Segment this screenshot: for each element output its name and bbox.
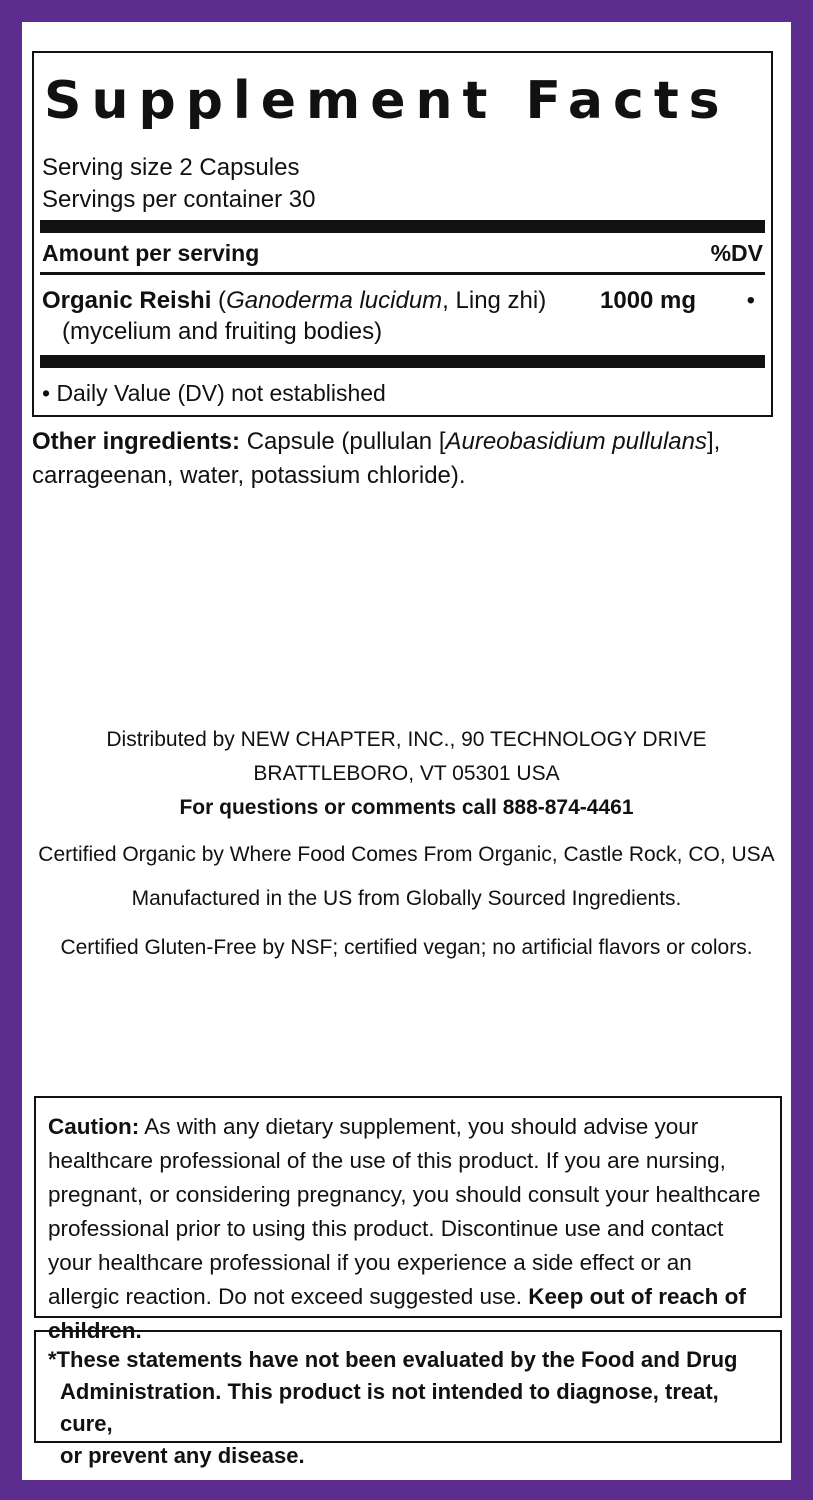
ingredient-name: Organic Reishi [42,287,212,314]
servings-per-container: Servings per container 30 [42,186,316,213]
other-ingredients-latin: Aureobasidium pullulans [445,428,707,455]
caution-label: Caution: [48,1114,140,1139]
divider-thick-bottom [40,355,765,368]
caution-text: As with any dietary supplement, you should advise your healthcare professional of the use of this product. If you are nursing, pregnant, or considering pregnancy, you should consult your healthcare professional prior to using this product. Discontinue use and contact your healthcare professional if you experience a side effect or an allergic reaction. Do not exceed suggested use. [48,1114,761,1309]
ingredient-amount: 1000 mg [600,287,697,314]
product-label [22,22,791,1480]
ingredient-dv: • [746,287,755,314]
ingredient-line-2: (mycelium and fruiting bodies) [62,318,383,345]
dv-footnote: • Daily Value (DV) not established [42,380,386,406]
keep-out-of-reach: Keep out of reach of children. [48,1284,746,1343]
fda-line-2: Administration. This product is not intended to diagnose, treat, cure, [60,1379,719,1436]
other-ingredients-text-end: ], carrageenan, water, potassium chloride). [32,428,721,489]
dv-header: %DV [710,240,763,266]
facts-title: Supplement Facts [44,71,730,131]
distributor-address: BRATTLEBORO, VT 05301 USA [253,762,560,785]
other-ingredients [32,425,777,493]
contact-phone: For questions or comments call 888-874-4461 [179,796,634,819]
ingredient-paren: ( [211,287,227,314]
fda-line-1: *These statements have not been evaluated by the Food and Drug [48,1347,738,1372]
other-ingredients-text: Capsule (pullulan [ [240,428,446,455]
ingredient-line-1 [42,286,546,316]
certified-organic: Certified Organic by Where Food Comes From Organic, Castle Rock, CO, USA [38,843,775,866]
divider-thick [40,220,765,233]
serving-size: Serving size 2 Capsules [42,154,300,181]
fda-disclaimer [34,1330,782,1468]
distributor-line: Distributed by NEW CHAPTER, INC., 90 TECHNOLOGY DRIVE [106,728,707,751]
divider-thin [40,272,765,275]
ingredient-common-name: , Ling zhi) [442,287,547,314]
manufactured-note: Manufactured in the US from Globally Sourced Ingredients. [131,887,682,910]
ingredient-latin-name: Ganoderma lucidum [226,287,443,314]
other-ingredients-label: Other ingredients: [32,428,241,455]
amount-per-serving-header: Amount per serving [42,240,260,266]
fda-line-3: or prevent any disease. [60,1443,305,1468]
supplement-facts-panel [32,51,773,417]
certifications-note: Certified Gluten-Free by NSF; certified vegan; no artificial flavors or colors. [60,936,753,959]
caution-box [34,1096,782,1343]
